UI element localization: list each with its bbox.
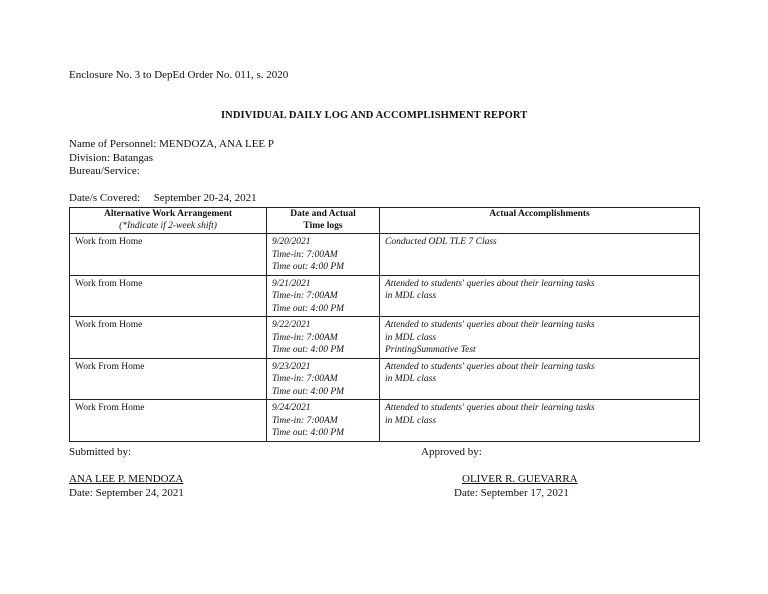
time-in: Time-in: 7:00AM <box>272 332 338 343</box>
dates-covered-label: Date/s Covered: <box>69 192 141 204</box>
table-row <box>70 400 700 442</box>
accomplishment-line: in MDL class <box>385 374 437 384</box>
header-date-line1: Date and Actual <box>290 209 356 219</box>
arrangement-cell: Work from Home <box>70 234 267 276</box>
accomplishment-cell <box>380 400 700 442</box>
table-row <box>70 358 700 400</box>
time-out: Time out: 4:00 PM <box>272 386 345 397</box>
header-accomplishments <box>380 208 700 234</box>
approver-date: Date: September 17, 2021 <box>454 487 569 499</box>
submitted-by-label: Submitted by: <box>69 446 132 458</box>
header-work-arrangement-note: (*Indicate if 2-week shift) <box>119 220 217 231</box>
daily-log-table <box>69 207 700 442</box>
accomplishment-cell <box>380 358 700 400</box>
log-date: 9/22/2021 <box>272 320 311 330</box>
log-date: 9/23/2021 <box>272 361 311 372</box>
date-time-cell <box>267 234 380 276</box>
approver-name: OLIVER R. GUEVARRA <box>462 473 578 485</box>
accomplishment-line: Attended to students' queries about their learning tasks <box>385 361 595 372</box>
accomplishment-cell <box>380 317 700 359</box>
accomplishment-line: in MDL class <box>385 332 437 343</box>
dates-covered-value: September 20-24, 2021 <box>153 192 257 204</box>
accomplishment-cell <box>380 275 700 317</box>
time-in: Time-in: 7:00AM <box>272 374 338 384</box>
log-date: 9/21/2021 <box>272 278 311 289</box>
personnel-name: Name of Personnel: MENDOZA, ANA LEE P <box>69 138 275 150</box>
date-time-cell <box>267 275 380 317</box>
header-accomplishments-label: Actual Accomplishments <box>489 209 590 219</box>
dates-covered <box>69 192 257 204</box>
report-title: INDIVIDUAL DAILY LOG AND ACCOMPLISHMENT REPORT <box>221 110 528 121</box>
arrangement-cell: Work From Home <box>70 358 267 400</box>
time-out: Time out: 4:00 PM <box>272 428 345 438</box>
accomplishment-line: Attended to students' queries about their learning tasks <box>385 278 595 289</box>
table-row <box>70 275 700 317</box>
date-time-cell <box>267 317 380 359</box>
accomplishment-line: in MDL class <box>385 415 437 426</box>
time-in: Time-in: 7:00AM <box>272 249 338 260</box>
header-work-arrangement <box>70 208 267 234</box>
date-time-cell <box>267 400 380 442</box>
table-header-row <box>70 208 700 234</box>
table-row <box>70 317 700 359</box>
arrangement-cell: Work From Home <box>70 400 267 442</box>
arrangement-cell: Work from Home <box>70 275 267 317</box>
accomplishment-line: Conducted ODL TLE 7 Class <box>385 237 497 247</box>
accomplishment-line: PrintingSummative Test <box>385 345 476 355</box>
time-out: Time out: 4:00 PM <box>272 303 345 314</box>
header-work-arrangement-label: Alternative Work Arrangement <box>103 209 233 219</box>
log-date: 9/20/2021 <box>272 237 311 247</box>
division: Division: Batangas <box>69 152 154 164</box>
approved-by-label: Approved by: <box>421 446 482 458</box>
accomplishment-cell <box>380 234 700 276</box>
time-in: Time-in: 7:00AM <box>272 291 338 301</box>
submitter-date: Date: September 24, 2021 <box>69 487 184 499</box>
accomplishment-line: in MDL class <box>385 291 437 301</box>
enclosure-reference: Enclosure No. 3 to DepEd Order No. 011, s. 2020 <box>69 69 289 81</box>
header-date-line2: Time logs <box>303 220 343 231</box>
accomplishment-line: Attended to students' queries about their learning tasks <box>385 403 595 413</box>
time-in: Time-in: 7:00AM <box>272 415 338 426</box>
time-out: Time out: 4:00 PM <box>272 345 345 355</box>
time-out: Time out: 4:00 PM <box>272 262 345 272</box>
arrangement-cell: Work from Home <box>70 317 267 359</box>
log-date: 9/24/2021 <box>272 403 311 413</box>
table-row <box>70 234 700 276</box>
bureau-service: Bureau/Service: <box>69 165 140 177</box>
submitter-name: ANA LEE P. MENDOZA <box>69 473 184 485</box>
header-date-time <box>267 208 380 234</box>
date-time-cell <box>267 358 380 400</box>
accomplishment-line: Attended to students' queries about their learning tasks <box>385 320 595 330</box>
